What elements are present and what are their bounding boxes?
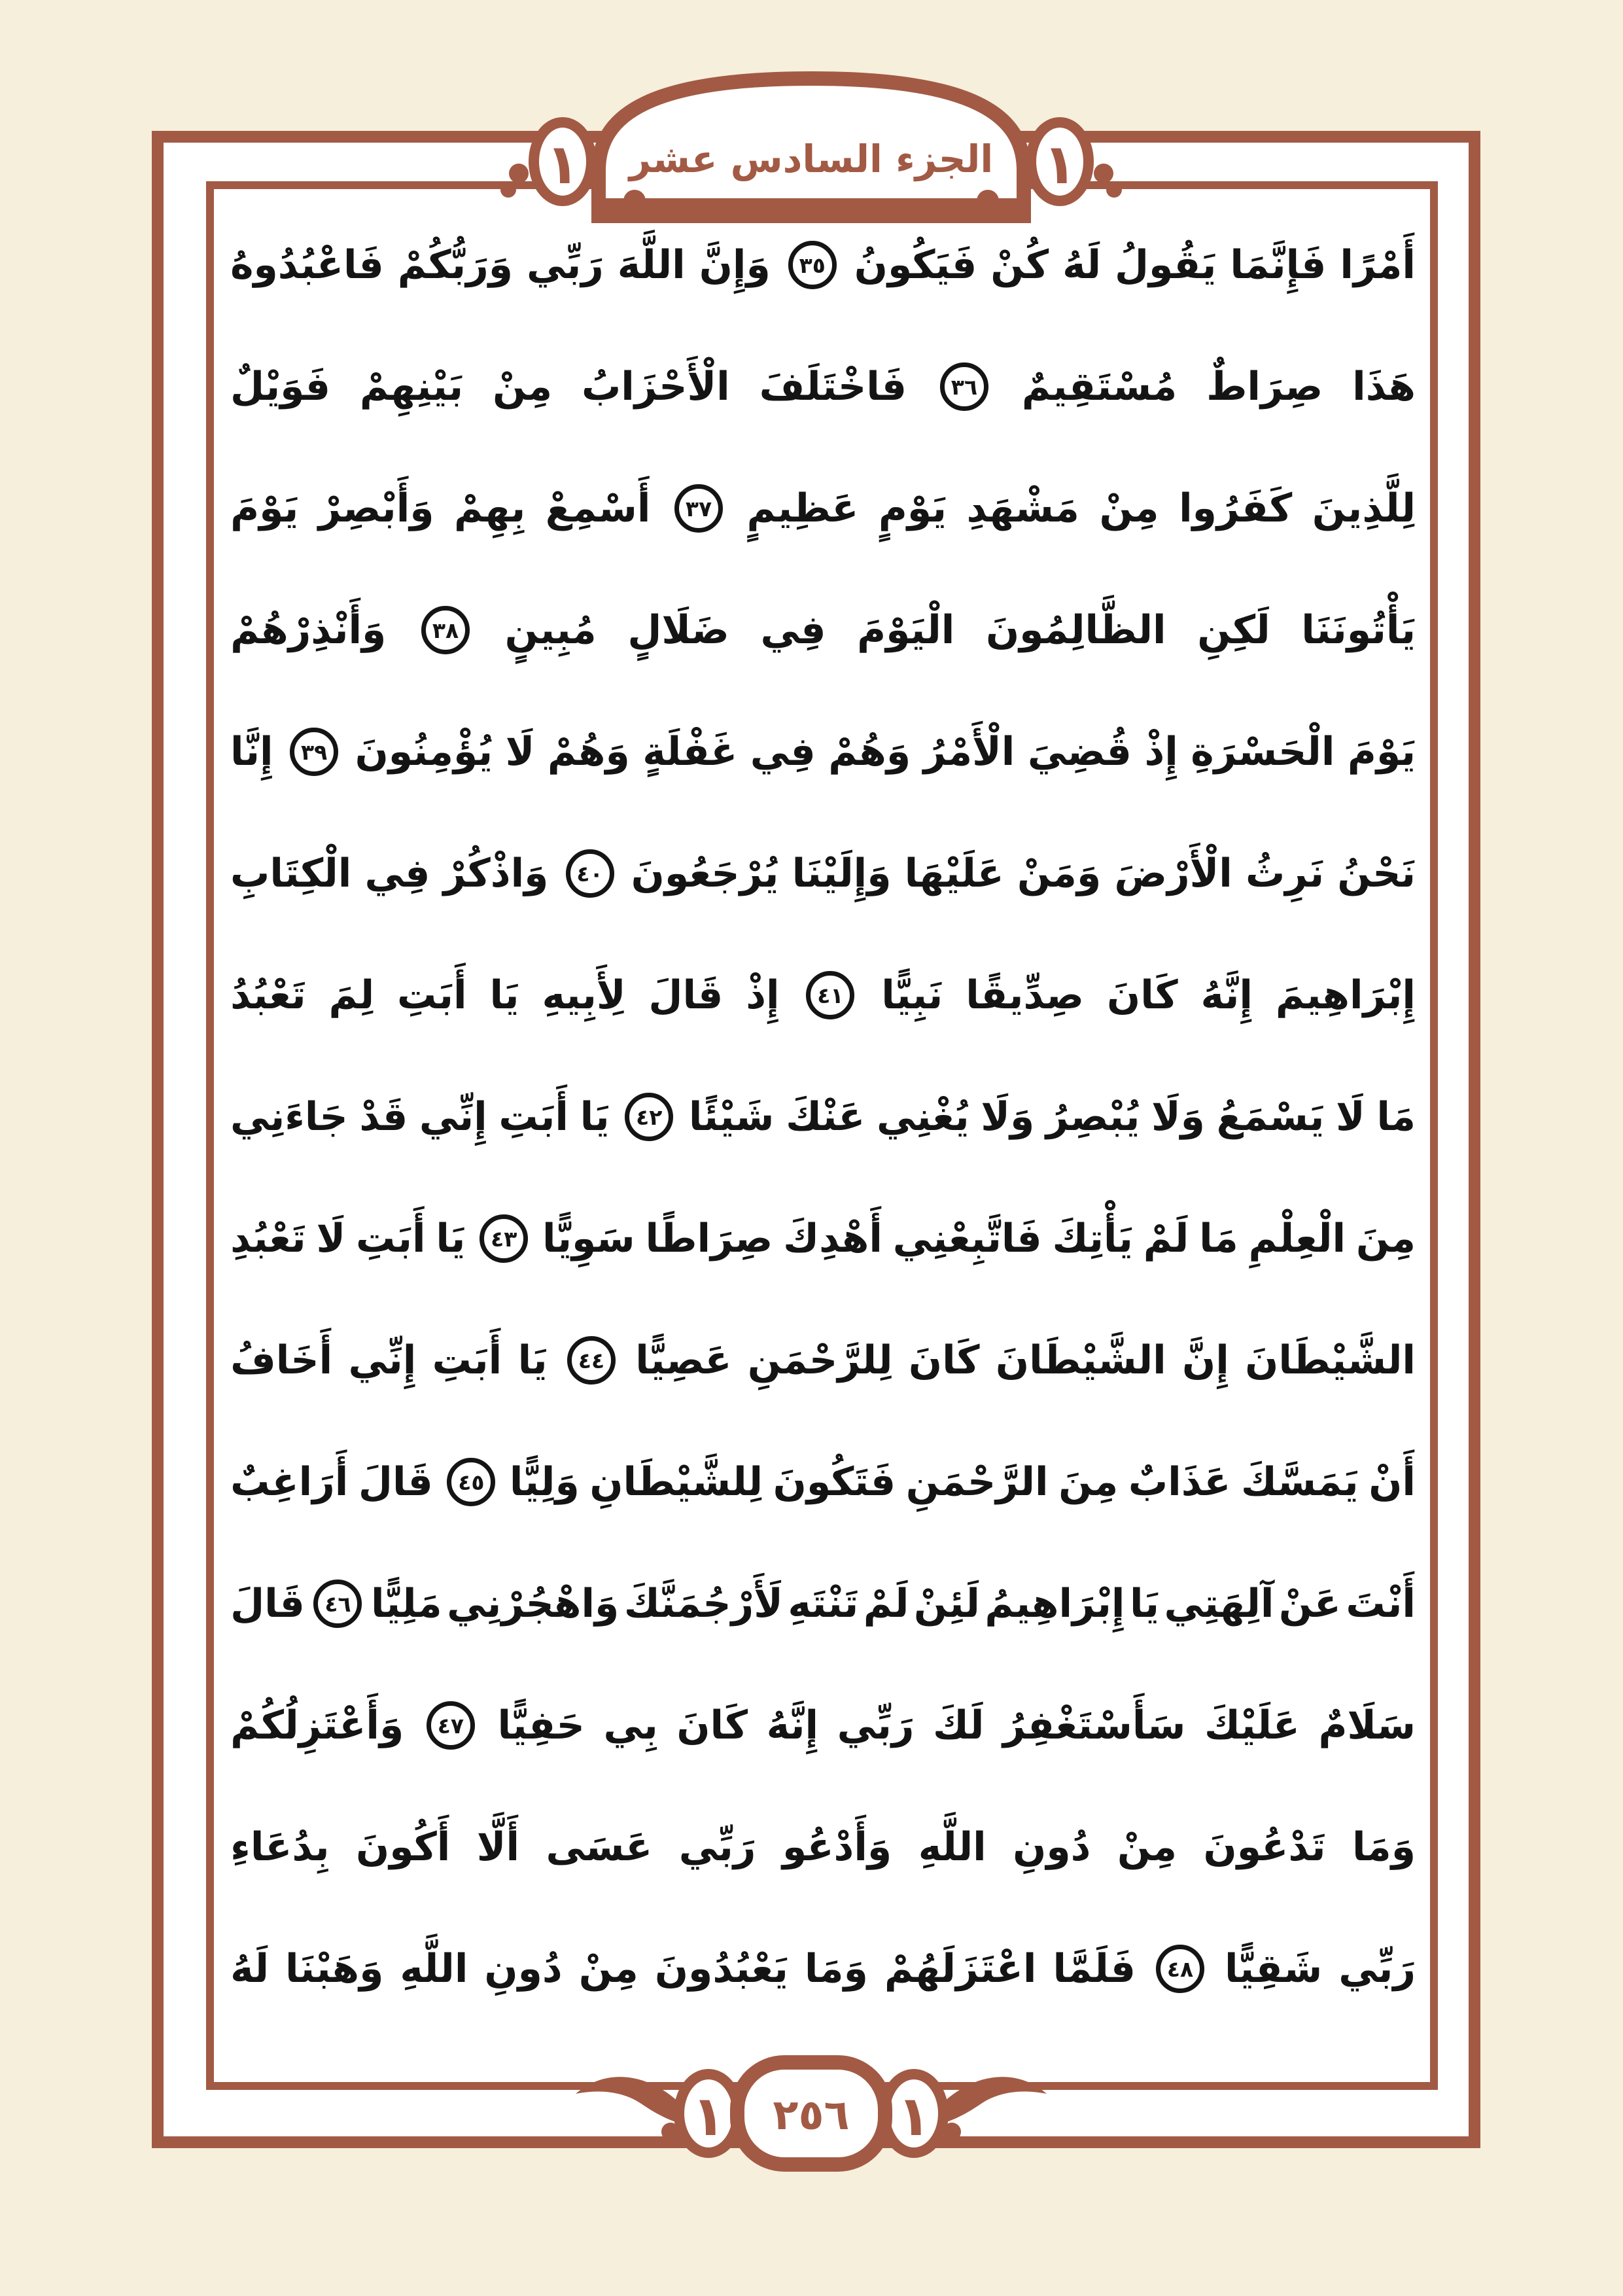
- aya-word: لَأَرْجُمَنَّكَ: [623, 1581, 783, 1627]
- aya-word: يَسْمَعُ: [1216, 1094, 1325, 1140]
- aya-word: مُبِينٍ: [504, 607, 597, 653]
- page-number-ornament: [566, 2048, 1056, 2199]
- aya-word: اللَّهَ: [617, 242, 686, 288]
- aya-word: غَفْلَةٍ: [642, 729, 738, 775]
- aya-word: كَانَ: [908, 1337, 980, 1383]
- aya-word: رَبِّي: [1338, 1946, 1416, 1992]
- verse-marker: ٤٧: [427, 1701, 475, 1750]
- aya-word: يَوْمٍ: [878, 486, 947, 531]
- aya-word: وَمَا: [804, 1946, 868, 1992]
- aya-word: تَعْبُدُ: [230, 972, 306, 1018]
- quran-line: [230, 1908, 1416, 2030]
- aya-word: مَا: [1376, 1094, 1416, 1140]
- aya-word: لَمْ: [863, 1581, 909, 1627]
- aya-word: أَنْ: [1369, 1459, 1416, 1505]
- aya-word: بِي: [603, 1703, 658, 1748]
- aya-word: مِنَ: [1355, 1216, 1416, 1262]
- aya-word: لِمَ: [328, 972, 375, 1018]
- aya-word: يَقُولُ: [1114, 242, 1217, 288]
- verse-marker: ٤٥: [447, 1458, 495, 1506]
- quran-line: [230, 1543, 1416, 1665]
- aya-word: فَتَكُونَ: [773, 1459, 896, 1505]
- aya-word: الشَّيْطَانَ: [995, 1337, 1166, 1383]
- aya-word: مُسْتَقِيمٌ: [1021, 364, 1178, 410]
- ornament-bump: [500, 182, 516, 198]
- verse-marker: ٤٣: [480, 1214, 528, 1263]
- aya-word: سَأَسْتَغْفِرُ: [1003, 1703, 1186, 1748]
- ornament-bump: [1094, 164, 1113, 183]
- aya-word: فَاتَّبِعْنِي: [892, 1216, 1042, 1262]
- left-wing-ornament: [576, 2077, 687, 2125]
- aya-word: لِأَبِيهِ: [542, 972, 626, 1018]
- aya-word: اعْتَزَلَهُمْ: [884, 1946, 1037, 1992]
- aya-word: قُضِيَ: [1027, 729, 1132, 775]
- aya-word: أَبَتِ: [498, 1094, 568, 1140]
- aya-word: يَمَسَّكَ: [1240, 1459, 1359, 1505]
- verse-marker: ٤١: [806, 971, 854, 1019]
- aya-word: لَكَ: [933, 1703, 985, 1748]
- aya-word: وَأَنْذِرْهُمْ: [230, 607, 387, 653]
- quran-text-block: [230, 204, 1416, 2036]
- verse-marker: ٤٢: [625, 1093, 673, 1141]
- aya-word: وَأَبْصِرْ: [318, 486, 434, 531]
- aya-word: فَيَكُونُ: [854, 242, 977, 288]
- aya-word: مَشْهَدِ: [966, 486, 1079, 531]
- aya-word: صِرَاطًا: [645, 1216, 773, 1262]
- verse-marker: ٤٠: [566, 849, 614, 898]
- aya-word: كَانَ: [676, 1703, 748, 1748]
- quran-line: [230, 569, 1416, 691]
- aya-word: بَيْنِهِمْ: [359, 364, 464, 410]
- aya-word: شَيْئًا: [688, 1094, 775, 1140]
- aya-word: الْحَسْرَةِ: [1191, 729, 1335, 775]
- quran-line: [230, 1786, 1416, 1908]
- aya-word: شَقِيًّا: [1225, 1946, 1323, 1992]
- aya-word: مَلِيًّا: [370, 1581, 442, 1627]
- aya-word: يُبْصِرُ: [1045, 1094, 1140, 1140]
- aya-word: كُنْ: [990, 242, 1049, 288]
- aya-word: وَهُمْ: [828, 729, 911, 775]
- aya-word: صِرَاطٌ: [1206, 364, 1323, 410]
- quran-line: [230, 1421, 1416, 1543]
- aya-word: ضَلَالٍ: [627, 607, 729, 653]
- aya-word: نَرِثُ: [1245, 851, 1325, 896]
- aya-word: آلِهَتِي: [1164, 1581, 1274, 1627]
- aya-word: تَنْتَهِ: [788, 1581, 859, 1627]
- aya-word: فَإِنَّمَا: [1230, 242, 1327, 288]
- aya-word: لِلَّذِينَ: [1312, 486, 1416, 531]
- aya-word: يَا: [517, 1337, 548, 1383]
- aya-word: أَمْرًا: [1340, 242, 1416, 288]
- aya-word: رَبِّي: [837, 1703, 915, 1748]
- aya-word: إِنَّ: [1182, 1337, 1229, 1383]
- aya-word: يُرْجَعُونَ: [631, 851, 779, 896]
- aya-word: دُونِ: [484, 1946, 563, 1992]
- aya-word: فِي: [760, 607, 826, 653]
- aya-word: إِنِّي: [348, 1337, 417, 1383]
- aya-word: إِذْ: [746, 972, 780, 1018]
- aya-word: قَدْ: [359, 1094, 408, 1140]
- aya-word: رَبِّي: [678, 1824, 756, 1870]
- quran-line: [230, 326, 1416, 448]
- aya-word: أَبَتِ: [355, 1216, 426, 1262]
- aya-word: فَلَمَّا: [1053, 1946, 1136, 1992]
- aya-word: الْيَوْمَ: [857, 607, 955, 653]
- aya-word: بِدُعَاءِ: [230, 1824, 330, 1870]
- verse-marker: ٣٦: [940, 362, 988, 411]
- verse-marker: ٣٧: [674, 484, 723, 533]
- verse-marker: ٣٨: [421, 606, 470, 654]
- aya-word: لَا: [1336, 1094, 1365, 1140]
- aya-word: اللَّهِ: [400, 1946, 468, 1992]
- aya-word: لَهُ: [230, 1946, 269, 1992]
- aya-word: الْكِتَابِ: [230, 851, 352, 896]
- aya-word: لَمْ: [1143, 1216, 1189, 1262]
- ornament-bump: [623, 190, 646, 212]
- aya-word: إِنِّي: [419, 1094, 487, 1140]
- aya-word: عَذَابٌ: [1128, 1459, 1231, 1505]
- aya-word: يَوْمَ: [230, 486, 299, 531]
- ornament-bump: [977, 190, 999, 212]
- aya-word: لَكِنِ: [1197, 607, 1270, 653]
- page-number: ٢٥٦: [773, 2091, 850, 2140]
- aya-word: سَلَامٌ: [1318, 1703, 1416, 1748]
- aya-word: أَبَتِ: [432, 1337, 502, 1383]
- quran-line: [230, 1299, 1416, 1421]
- aya-word: عَلَيْكَ: [1204, 1703, 1300, 1748]
- verse-marker: ٣٥: [788, 241, 837, 289]
- aya-word: عَصِيًّا: [635, 1337, 732, 1383]
- aya-word: يَا: [436, 1216, 466, 1262]
- aya-word: إِبْرَاهِيمُ: [985, 1581, 1125, 1627]
- medallion-leaf-icon: ١: [1043, 132, 1077, 196]
- aya-word: فِي: [364, 851, 430, 896]
- aya-word: هَذَا: [1352, 364, 1416, 410]
- aya-word: مَا: [1199, 1216, 1238, 1262]
- aya-word: يَا: [489, 972, 519, 1018]
- aya-word: رَبِّي: [527, 242, 604, 288]
- aya-word: لَا: [316, 1216, 346, 1262]
- aya-word: اللَّهِ: [918, 1824, 986, 1870]
- medallion-leaf-icon: ١: [691, 2084, 725, 2148]
- quran-line: [230, 934, 1416, 1056]
- aya-word: صِدِّيقًا: [966, 972, 1085, 1018]
- aya-word: جَاءَنِي: [230, 1094, 348, 1140]
- verse-marker: ٤٨: [1156, 1945, 1204, 1993]
- aya-word: يَا: [1129, 1581, 1160, 1627]
- aya-word: أَهْدِكَ: [783, 1216, 882, 1262]
- aya-word: أَرَاغِبٌ: [230, 1459, 349, 1505]
- aya-word: أَسْمِعْ: [545, 486, 651, 531]
- aya-word: يَوْمَ: [1347, 729, 1416, 775]
- ornament-bump: [509, 164, 529, 183]
- aya-word: أَنْتَ: [1346, 1581, 1416, 1627]
- aya-word: إِذْ: [1144, 729, 1178, 775]
- aya-word: أَخَافُ: [230, 1337, 333, 1383]
- dome-base-line: [592, 198, 1030, 211]
- aya-word: وَمَنْ: [1017, 851, 1102, 896]
- aya-word: لِلشَّيْطَانِ: [589, 1459, 763, 1505]
- aya-word: يَأْتِكَ: [1052, 1216, 1133, 1262]
- aya-word: الْعِلْمِ: [1248, 1216, 1346, 1262]
- aya-word: وَهُمْ: [547, 729, 630, 775]
- aya-word: فَوَيْلٌ: [230, 364, 331, 410]
- aya-word: حَفِيًّا: [497, 1703, 585, 1748]
- aya-word: كَفَرُوا: [1179, 486, 1293, 531]
- verse-marker: ٤٤: [567, 1336, 616, 1385]
- aya-word: عَظِيمٍ: [746, 486, 859, 531]
- quran-line: [230, 448, 1416, 569]
- aya-word: أَبَتِ: [397, 972, 467, 1018]
- aya-word: مِنْ: [578, 1946, 638, 1992]
- aya-word: إِنَّا: [230, 729, 273, 775]
- quran-line: [230, 1178, 1416, 1299]
- aya-word: كَانَ: [1106, 972, 1178, 1018]
- aya-word: يُغْنِي: [877, 1094, 969, 1140]
- aya-word: قَالَ: [358, 1459, 433, 1505]
- aya-word: وَأَدْعُو: [782, 1824, 892, 1870]
- aya-word: وَلِيًّا: [509, 1459, 580, 1505]
- right-wing-ornament: [935, 2077, 1047, 2125]
- aya-word: يَعْبُدُونَ: [654, 1946, 788, 1992]
- aya-word: وَأَعْتَزِلُكُمْ: [230, 1703, 404, 1748]
- aya-word: وَلَا: [981, 1094, 1035, 1140]
- aya-word: عَلَيْهَا: [904, 851, 1004, 896]
- aya-word: قَالَ: [648, 972, 724, 1018]
- aya-word: إِبْرَاهِيمَ: [1275, 972, 1416, 1018]
- aya-word: الشَّيْطَانَ: [1245, 1337, 1416, 1383]
- aya-word: نَحْنُ: [1337, 851, 1416, 896]
- aya-word: مِنْ: [492, 364, 553, 410]
- medallion-leaf-icon: ١: [546, 132, 580, 196]
- aya-word: لَئِنْ: [913, 1581, 980, 1627]
- verse-marker: ٤٦: [313, 1580, 362, 1628]
- aya-word: سَوِيًّا: [542, 1216, 635, 1262]
- quran-line: [230, 813, 1416, 934]
- aya-word: الْأَرْضَ: [1114, 851, 1232, 896]
- aya-word: عَنْكَ: [786, 1094, 865, 1140]
- aya-word: وَاهْجُرْنِي: [447, 1581, 620, 1627]
- ornament-bump: [1000, 202, 1019, 221]
- quran-line: [230, 1665, 1416, 1786]
- aya-word: تَدْعُونَ: [1203, 1824, 1326, 1870]
- aya-word: الظَّالِمُونَ: [985, 607, 1166, 653]
- aya-word: قَالَ: [230, 1581, 305, 1627]
- quran-line: [230, 1056, 1416, 1178]
- aya-word: نَبِيًّا: [881, 972, 943, 1018]
- aya-word: مِنْ: [1099, 486, 1159, 531]
- aya-word: أَلَّا: [476, 1824, 520, 1870]
- aya-word: عَسَى: [546, 1824, 653, 1870]
- aya-word: فِي: [750, 729, 816, 775]
- aya-word: وَهَبْنَا: [285, 1946, 384, 1992]
- aya-word: فَاعْبُدُوهُ: [230, 242, 384, 288]
- aya-word: وَإِنَّ: [699, 242, 771, 288]
- ornament-bump: [604, 202, 622, 221]
- aya-word: فَاخْتَلَفَ: [759, 364, 907, 410]
- aya-word: تَعْبُدِ: [230, 1216, 306, 1262]
- aya-word: إِنَّهُ: [766, 1703, 819, 1748]
- ornament-bump: [1106, 182, 1122, 198]
- aya-word: مِنْ: [1117, 1824, 1178, 1870]
- aya-word: وَرَبُّكُمْ: [397, 242, 514, 288]
- aya-word: وَإِلَيْنَا: [792, 851, 892, 896]
- juz-header-ornament: [500, 62, 1122, 232]
- aya-word: لَهُ: [1062, 242, 1101, 288]
- quran-line: [230, 691, 1416, 813]
- aya-word: يَأْتُونَنَا: [1301, 607, 1416, 653]
- aya-word: الْأَمْرُ: [923, 729, 1015, 775]
- aya-word: وَمَا: [1352, 1824, 1416, 1870]
- medallion-leaf-icon: ١: [897, 2084, 931, 2148]
- aya-word: يَا: [580, 1094, 610, 1140]
- aya-word: مِنَ: [1058, 1459, 1119, 1505]
- aya-word: لَا: [505, 729, 535, 775]
- aya-word: عَنْ: [1278, 1581, 1341, 1627]
- aya-word: لِلرَّحْمَنِ: [747, 1337, 893, 1383]
- aya-word: وَاذْكُرْ: [443, 851, 549, 896]
- aya-word: يُؤْمِنُونَ: [355, 729, 493, 775]
- aya-word: أَكُونَ: [356, 1824, 451, 1870]
- aya-word: دُونِ: [1013, 1824, 1091, 1870]
- aya-word: الْأَحْزَابُ: [582, 364, 730, 410]
- aya-word: الرَّحْمَنِ: [905, 1459, 1049, 1505]
- aya-word: إِنَّهُ: [1200, 972, 1253, 1018]
- verse-marker: ٣٩: [290, 728, 338, 776]
- juz-title: الجزء السادس عشر: [629, 137, 994, 181]
- aya-word: بِهِمْ: [454, 486, 526, 531]
- aya-word: وَلَا: [1151, 1094, 1205, 1140]
